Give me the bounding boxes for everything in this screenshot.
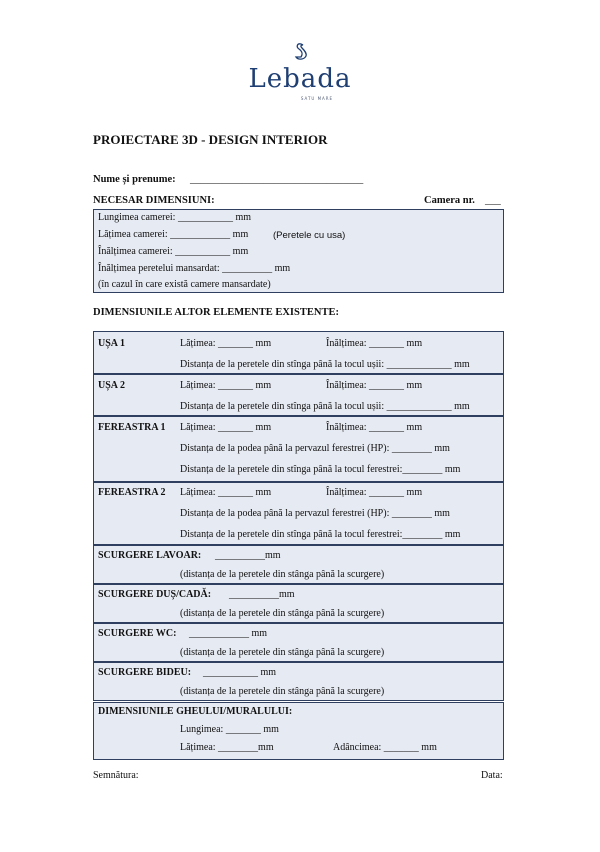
brand-logo [0,42,600,101]
usa2-inaltime-field[interactable]: Înălțimea: _______ mm [326,380,423,391]
gheu-lungime-field[interactable]: Lungimea: _______ mm [180,724,279,735]
dus-label: SCURGERE DUȘ/CADĂ: [98,589,212,600]
gheu-box [93,702,504,760]
lavoar-box [93,545,504,584]
bideu-label: SCURGERE BIDEU: [98,667,192,678]
dus-note: (distanța de la peretele din stânga până la scurgere) [180,608,385,619]
inaltime-camerei-field[interactable]: Înălțimea camerei: ___________ mm [98,246,249,257]
brand-name: Lebada [248,64,352,94]
fereastra2-box [93,482,504,545]
fereastra1-box [93,416,504,482]
necesar-heading: NECESAR DIMENSIUNI: [93,195,215,206]
brand-tagline: SATU MARE [300,96,334,101]
usa2-latime-field[interactable]: Lățimea: _______ mm [180,380,272,391]
usa1-label: UȘA 1 [98,338,125,349]
lungime-camerei-field[interactable]: Lungimea camerei: ___________ mm [98,212,252,223]
page-title: PROIECTARE 3D - DESIGN INTERIOR [93,132,328,147]
mansardat-note: (în cazul în care există camere mansardate) [98,279,271,290]
dus-box [93,584,504,623]
lavoar-field[interactable]: __________mm [215,550,281,561]
usa2-dist-field[interactable]: Distanța de la peretele din stînga până la tocul ușii: _____________ mm [180,401,470,412]
wc-label: SCURGERE WC: [98,628,177,639]
bideu-field[interactable]: ___________ mm [203,667,277,678]
name-label: Nume și prenume: [93,174,176,185]
necesar-box [93,209,504,293]
fereastra2-label: FEREASTRA 2 [98,487,166,498]
bideu-note: (distanța de la peretele din stânga până la scurgere) [180,686,385,697]
latime-camerei-field[interactable]: Lățimea camerei: ____________ mm [98,229,249,240]
fereastra1-dist-field[interactable]: Distanța de la peretele din stînga până la tocul ferestrei:________ mm [180,464,461,475]
usa1-dist-field[interactable]: Distanța de la peretele din stînga până la tocul ușii: _____________ mm [180,359,470,370]
gheu-latime-field[interactable]: Lățimea: ________mm [180,742,274,753]
usa2-box [93,374,504,416]
gheu-adancime-field[interactable]: Adâncimea: _______ mm [333,742,437,753]
fereastra2-hp-field[interactable]: Distanța de la podea până la pervazul ferestrei (HP): ________ mm [180,508,450,519]
fereastra2-latime-field[interactable]: Lățimea: _______ mm [180,487,272,498]
wc-box [93,623,504,662]
fereastra2-dist-field[interactable]: Distanța de la peretele din stînga până la tocul ferestrei:________ mm [180,529,461,540]
camera-label: Camera nr. [424,195,475,206]
usa1-latime-field[interactable]: Lățimea: _______ mm [180,338,272,349]
fereastra1-inaltime-field[interactable]: Înălțimea: _______ mm [326,422,423,433]
name-field[interactable]: _________________________________ [190,174,364,185]
gheu-label: DIMENSIUNILE GHEULUI/MURALULUI: [98,706,293,717]
bideu-box [93,662,504,701]
fereastra1-latime-field[interactable]: Lățimea: _______ mm [180,422,272,433]
signature-label: Semnătura: [93,770,139,781]
fereastra2-inaltime-field[interactable]: Înălțimea: _______ mm [326,487,423,498]
wc-note: (distanța de la peretele din stânga până la scurgere) [180,647,385,658]
camera-field[interactable]: ___ [485,195,501,206]
dus-field[interactable]: __________mm [229,589,295,600]
inaltime-mansardat-field[interactable]: Înălțimea peretelui mansardat: __________ mm [98,263,291,274]
usa2-label: UȘA 2 [98,380,125,391]
fereastra1-label: FEREASTRA 1 [98,422,166,433]
usa1-inaltime-field[interactable]: Înălțimea: _______ mm [326,338,423,349]
altor-heading: DIMENSIUNILE ALTOR ELEMENTE EXISTENTE: [93,307,339,318]
lavoar-note: (distanța de la peretele din stânga până la scurgere) [180,569,385,580]
wc-field[interactable]: ____________ mm [189,628,268,639]
lavoar-label: SCURGERE LAVOAR: [98,550,202,561]
swan-icon [292,42,308,62]
date-label: Data: [481,770,503,781]
fereastra1-hp-field[interactable]: Distanța de la podea până la pervazul ferestrei (HP): ________ mm [180,443,450,454]
latime-note: (Peretele cu usa) [273,230,346,241]
usa1-box [93,331,504,374]
